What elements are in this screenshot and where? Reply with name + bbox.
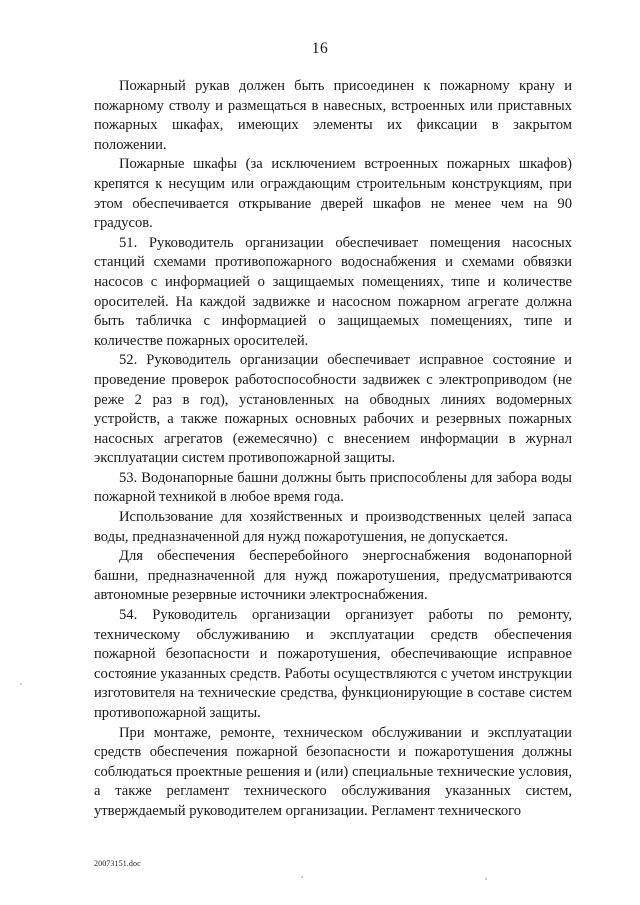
paragraph: 53. Водонапорные башни должны быть приспособлены для забора воды пожарной техникой в любое время года.	[94, 469, 572, 506]
page-number: 16	[311, 40, 329, 57]
paragraph: 54. Руководитель организации организует работы по ремонту, техническому обслуживанию и эксплуатации средств обеспечения пожарной безопасности и пожаротушения, обеспечивающие исправное состояние указанных средств. Работы осуществляются с учетом инструкции изготовителя на технические средства, функционирующие в составе систем противопожарной защиты.	[94, 607, 572, 721]
scan-speck	[485, 878, 487, 880]
paragraph: 52. Руководитель организации обеспечивает исправное состояние и проведение проверок работоспособности задвижек с электроприводом (не реже 2 раз в год), установленных на обводных линиях водомерных устройств, а также пожарных основных рабочих и резервных пожарных насосных агрегатов (ежемесячно) с внесением информации в журнал эксплуатации систем противопожарной защиты.	[94, 352, 572, 467]
paragraph: Для обеспечения бесперебойного энергоснабжения водонапорной башни, предназначенной для нужд пожаротушения, предусматриваются автономные резервные источники электроснабжения.	[94, 548, 572, 604]
body-text	[94, 77, 572, 822]
footer-filename: 20073151.doc	[94, 859, 141, 868]
paragraph: Пожарный рукав должен быть присоединен к пожарному крану и пожарному стволу и размещаться в навесных, встроенных или приставных пожарных шкафах, имеющих элементы их фиксации в закрытом положении.	[94, 78, 572, 153]
scan-speck	[301, 876, 303, 878]
paragraph: При монтаже, ремонте, техническом обслуживании и эксплуатации средств обеспечения пожарной безопасности и пожаротушения должны соблюдаться проектные решения и (или) специальные технические условия, а также регламент технического обслуживания указанных систем, утверждаемый руководителем организации. Регламент технического	[94, 724, 572, 819]
paragraph: Использование для хозяйственных и производственных целей запаса воды, предназначенной для нужд пожаротушения, не допускается.	[94, 509, 572, 545]
paragraph: Пожарные шкафы (за исключением встроенных пожарных шкафов) крепятся к несущим или ограждающим строительным конструкциям, при этом обеспечивается открывание дверей шкафов не менее чем на 90 градусов.	[94, 156, 572, 232]
scan-speck	[20, 683, 22, 685]
paragraph: 51. Руководитель организации обеспечивает помещения насосных станций схемами противопожарного водоснабжения и схемами обвязки насосов с информацией о защищаемых помещениях, типе и количестве оросителей. На каждой задвижке и насосном пожарном агрегате должна быть табличка с информацией о защищаемых помещениях, типе и количестве пожарных оросителей.	[94, 234, 572, 349]
